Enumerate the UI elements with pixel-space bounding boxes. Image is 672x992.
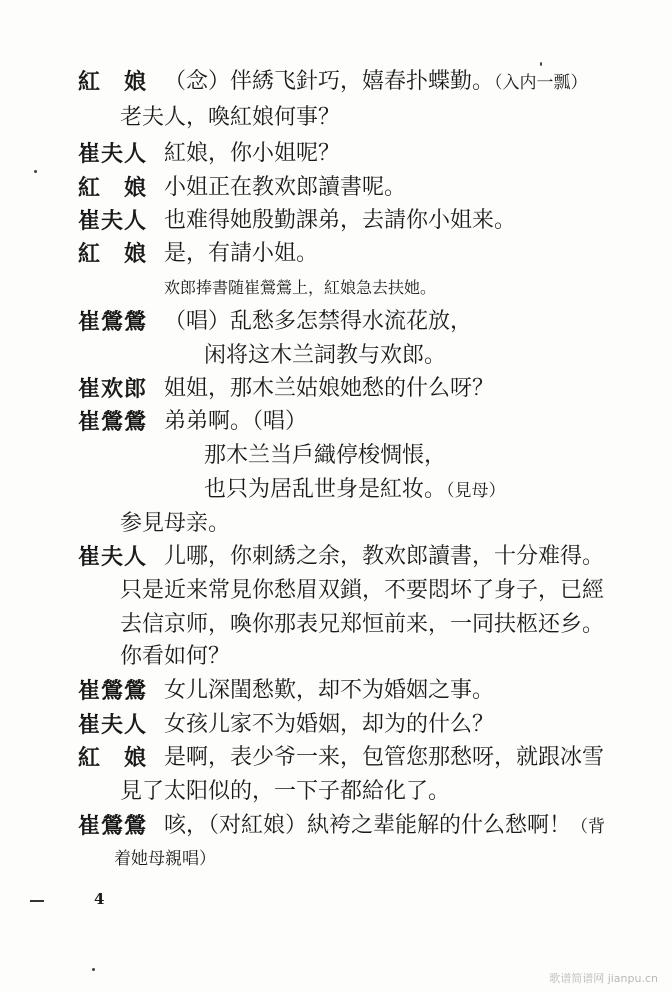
speaker-name: 崔鶯鶯 xyxy=(78,309,148,335)
dialogue-text: 是啊，表少爷一来，包管您那愁呀，就跟冰雪 xyxy=(164,745,605,770)
dialogue-continuation: 你看如何？ xyxy=(120,644,231,669)
speaker-name: 崔夫人 xyxy=(78,141,148,167)
dialogue-continuation: 去信京师，喚你那表兄郑恒前来，一同扶柩还乡。 xyxy=(120,612,605,637)
speaker-name: 紅 娘 xyxy=(78,175,148,201)
dialogue-text: 儿哪，你刺綉之余，教欢郎讀書，十分难得。 xyxy=(164,544,605,569)
stage-note: （入内一瓢） xyxy=(494,73,588,93)
stage-note: （見母） xyxy=(446,481,506,501)
dialogue-main: （念）伴綉飞針巧，嬉春扑蝶勤。 xyxy=(164,69,495,94)
dialogue-text: 小姐正在教欢郎讀書呢。 xyxy=(164,175,407,200)
dialogue-text xyxy=(164,810,605,843)
dialogue-text: 紅娘，你小姐呢？ xyxy=(164,141,341,166)
speaker-name: 紅 娘 xyxy=(78,241,148,267)
speaker-name: 崔夫人 xyxy=(78,208,148,234)
dialogue-text: 是，有請小姐。 xyxy=(164,241,319,266)
song-lyric-main: 也只为居乱世身是紅妆。 xyxy=(204,477,447,502)
dialogue-text: 弟弟啊。（唱） xyxy=(164,409,308,434)
song-lyric: 闲将这木兰詞教与欢郎。 xyxy=(204,343,447,368)
dialogue-continuation: 老夫人，喚紅娘何事？ xyxy=(120,105,341,130)
dialogue-text: 也难得她殷勤課弟，去請你小姐来。 xyxy=(164,208,517,233)
dialogue-main: 咳，（对紅娘）紈袴之辈能解的什么愁啊！ xyxy=(164,813,572,838)
print-speck xyxy=(34,170,37,173)
speaker-name: 崔夫人 xyxy=(78,712,148,738)
speaker-name: 崔鶯鶯 xyxy=(78,409,148,435)
dialogue-text xyxy=(164,66,588,99)
stage-direction: 欢郎捧書随崔鶯鶯上，紅娘急去扶她。 xyxy=(164,278,437,297)
speaker-name: 紅 娘 xyxy=(78,69,148,95)
speaker-name: 崔鶯鶯 xyxy=(78,678,148,704)
dialogue-text: 女孩儿家不为婚姻，却为的什么？ xyxy=(164,712,495,737)
dialogue-continuation: 見了太阳似的，一下子都給化了。 xyxy=(120,779,451,804)
dialogue-text: 姐姐，那木兰姑娘她愁的什么呀？ xyxy=(164,376,495,401)
dialogue-continuation: 参見母亲。 xyxy=(120,511,231,536)
speaker-name: 崔欢郎 xyxy=(78,376,148,402)
print-speck xyxy=(92,968,95,971)
song-lyric: 那木兰当戶織停梭惆悵， xyxy=(204,443,447,468)
margin-dash xyxy=(30,900,44,902)
stage-note: （背 xyxy=(571,817,606,837)
speaker-name: 崔夫人 xyxy=(78,544,148,570)
stage-note-continuation: 着她母親唱） xyxy=(114,849,216,869)
site-watermark: 歌谱简谱网 jianpu.cn xyxy=(549,972,658,985)
page-number: 4 xyxy=(94,890,105,908)
dialogue-text: （唱）乱愁多怎禁得水流花放， xyxy=(164,309,473,334)
speaker-name: 崔鶯鶯 xyxy=(78,813,148,839)
dialogue-text: 女儿深閨愁歎，却不为婚姻之事。 xyxy=(164,678,495,703)
print-speck xyxy=(540,62,542,66)
dialogue-continuation: 只是近来常見你愁眉双鎖，不要悶坏了身子，已經 xyxy=(120,578,605,603)
song-lyric xyxy=(204,474,506,507)
speaker-name: 紅 娘 xyxy=(78,745,148,771)
